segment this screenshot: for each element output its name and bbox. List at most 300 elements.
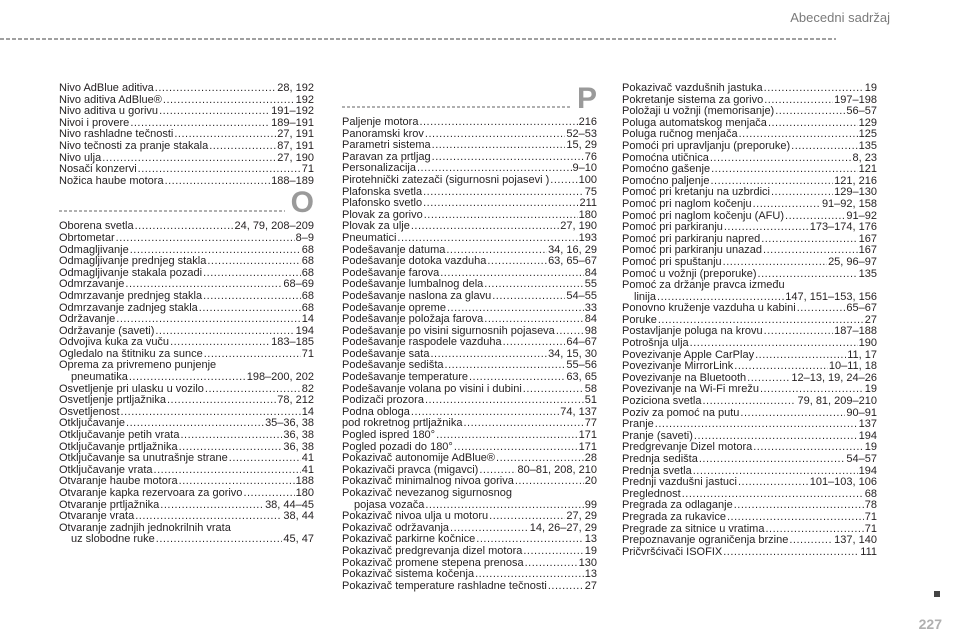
- index-entry-label: Poziciona svetla: [622, 395, 702, 408]
- index-entry-label: Pregrade za sitnice u vratima: [622, 522, 765, 535]
- index-entry-label: Pomoć u vožnji (preporuke): [622, 267, 757, 280]
- index-entry-pages: 14: [301, 405, 314, 418]
- index-entry-label: Paljenje motora: [342, 116, 419, 128]
- leader-dots: [764, 95, 833, 107]
- index-entry-label: Pomoć pri parkiranju napred: [622, 232, 761, 245]
- index-entry-pages: 194: [858, 464, 877, 477]
- index-entry: [342, 546, 597, 558]
- index-entry-label: Pomoć pri spuštanju: [622, 255, 722, 268]
- leader-dots: [129, 372, 246, 384]
- index-entry-pages: 137, 140: [834, 534, 877, 547]
- index-entry-label: Prednji vazdušni jastuci: [622, 476, 737, 489]
- index-entry-label: Plovak za gorivo: [342, 208, 423, 221]
- leader-dots: [430, 349, 547, 361]
- leader-dots: [419, 117, 577, 129]
- leader-dots: [723, 257, 827, 269]
- index-entry-pages: 68: [864, 487, 877, 500]
- index-entry-pages: 15, 29: [566, 139, 597, 152]
- index-entry: [622, 408, 877, 420]
- leader-dots: [138, 164, 301, 176]
- index-entry-pages: 28, 192: [277, 82, 314, 94]
- index-entry: [59, 176, 314, 188]
- index-entry-pages: 71: [864, 522, 877, 535]
- index-entry-pages: 20: [584, 475, 597, 488]
- index-entry: [59, 430, 314, 442]
- leader-dots: [432, 152, 584, 164]
- index-entry-pages: 125: [858, 128, 877, 141]
- index-entry-label: Pirotehnički zatezači (sigurnosni pojasevi ): [342, 173, 550, 186]
- leader-dots: [167, 395, 276, 407]
- index-entry-label: Prepoznavanje ograničenja brzine: [622, 534, 789, 547]
- index-entry-label: Otključavanje sa unutrašnje strane: [59, 452, 228, 465]
- index-entry-label: Otvaranje zadnjih jednokrilnih vrata: [59, 521, 231, 534]
- index-entry: [622, 338, 877, 350]
- index-entry-pages: 187–188: [834, 325, 877, 338]
- index-entry-pages: 35–36, 38: [265, 417, 314, 430]
- index-entry: [622, 257, 877, 269]
- index-entry-label: Podizači prozora: [342, 394, 424, 407]
- index-entry-pages: 38, 44: [283, 510, 314, 523]
- leader-dots: [523, 546, 583, 558]
- index-entry-label: Obrtometar: [59, 231, 115, 244]
- index-entry-pages: 79, 81, 209–210: [797, 395, 877, 408]
- index-entry-pages: 19: [584, 544, 597, 557]
- index-entry-pages: 211: [579, 197, 597, 210]
- index-entry-pages: 194: [295, 324, 314, 337]
- index-column-1: [59, 83, 314, 546]
- index-entry-pages: 191–192: [271, 105, 314, 118]
- index-entry-label: Pomoć pri parkiranju: [622, 221, 723, 234]
- leader-dots: [203, 291, 301, 303]
- index-column-3: [622, 83, 877, 558]
- index-entry: [342, 256, 597, 268]
- leader-dots: [116, 314, 300, 326]
- index-entry: [622, 83, 877, 95]
- index-entry-pages: 76: [584, 150, 597, 163]
- index-entry-pages: 80–81, 208, 210: [517, 463, 597, 476]
- index-entry-pages: 68: [301, 243, 314, 256]
- leader-dots: [523, 384, 584, 396]
- index-entry-label: Odmrzavanje: [59, 278, 125, 291]
- leader-dots: [775, 106, 845, 118]
- index-entry-pages: 71: [864, 510, 877, 523]
- index-entry-pages: 27: [864, 313, 877, 326]
- index-entry-label: Preglednost: [622, 487, 681, 500]
- leader-dots: [699, 454, 846, 466]
- letter-rule: [59, 210, 285, 212]
- index-entry-pages: 27: [584, 579, 597, 592]
- index-entry-pages: 192: [295, 93, 314, 106]
- index-entry-label: Otključavanje petih vrata: [59, 429, 180, 442]
- index-entry-label: Personalizacija: [342, 162, 416, 175]
- index-entry-label: Odmrzavanje zadnjeg stakla: [59, 301, 198, 314]
- index-entry: [59, 291, 314, 303]
- index-entry-label: Otvaranje prtljažnika: [59, 498, 160, 511]
- index-entry-label: Plafonska svetla: [342, 185, 423, 198]
- index-entry: [59, 83, 314, 95]
- index-entry-label-cont: pojasa vozača: [354, 498, 425, 511]
- index-entry-label: Osvetljenost: [59, 405, 120, 418]
- index-entry-label: Pokazivač vazdušnih jastuka: [622, 82, 763, 94]
- index-entry: [342, 233, 597, 245]
- leader-dots: [475, 569, 584, 581]
- index-entry-label: Pokazivač temperature rashladne tečnosti: [342, 579, 547, 592]
- index-entry-label: Održavanje: [59, 313, 116, 326]
- index-entry-pages: 183–185: [271, 336, 314, 349]
- index-entry: [622, 303, 877, 315]
- index-entry: [622, 454, 877, 466]
- index-entry-label: Pranje: [622, 418, 654, 431]
- leader-dots: [425, 129, 565, 141]
- index-entry-label: Poluga automatskog menjača: [622, 116, 767, 129]
- leader-dots: [423, 187, 584, 199]
- index-entry: [342, 198, 597, 210]
- index-entry-label: Povezivanje Apple CarPlay: [622, 348, 755, 361]
- leader-dots: [160, 500, 264, 512]
- leader-dots: [492, 291, 565, 303]
- index-entry-pages: 84: [584, 313, 597, 326]
- leader-dots: [229, 453, 301, 465]
- index-entry-label: Prednja sedišta: [622, 453, 698, 465]
- index-entry-label: Nivo rashladne tečnosti: [59, 128, 174, 141]
- index-entry-pages: 91–92, 158: [821, 197, 877, 210]
- index-entry-pages: 189–191: [271, 116, 314, 129]
- leader-dots: [165, 176, 271, 188]
- index-entry-label: Podešavanje dotoka vazduha: [342, 255, 487, 268]
- index-entry-label: Pokazivač parkirne kočnice: [342, 533, 476, 546]
- leader-dots: [155, 83, 277, 95]
- index-entry: [59, 523, 314, 546]
- index-entry-pages: 68: [301, 255, 314, 268]
- index-entry: [622, 141, 877, 153]
- index-entry-label: Osvetljenje prtljažnika: [59, 394, 166, 407]
- index-entry-pages: 173–174, 176: [809, 221, 877, 234]
- index-entry: [59, 488, 314, 500]
- index-entry-label: Oborena svetla: [59, 220, 134, 233]
- index-entry: [59, 164, 314, 176]
- index-entry: [622, 199, 877, 211]
- index-entry-pages: 36, 38: [283, 429, 314, 442]
- index-entry-label: Podešavanje lumbalnog dela: [342, 278, 484, 291]
- index-entry-pages: 65–67: [846, 302, 877, 315]
- leader-dots: [734, 500, 864, 512]
- index-entry-pages: 36, 38: [283, 440, 314, 453]
- index-entry-pages: 63, 65: [566, 371, 597, 384]
- leader-dots: [199, 303, 301, 315]
- index-entry-label: Predgrevanje Dizel motora: [622, 441, 753, 454]
- index-entry-label: Pregrada za rukavice: [622, 510, 726, 523]
- index-entry-pages: 137: [858, 418, 877, 431]
- index-entry-pages: 9–10: [572, 162, 597, 175]
- index-entry-label: Pogled ispred 180°: [342, 429, 436, 442]
- index-entry-pages: 84: [584, 266, 597, 279]
- index-entry-pages: 180: [578, 208, 597, 221]
- index-entry: [622, 164, 877, 176]
- index-entry-pages: 27, 191: [277, 128, 314, 141]
- leader-dots: [761, 234, 857, 246]
- index-entry-label: Ponovno kruženje vazduha u kabini: [622, 302, 796, 315]
- index-entry-pages: 188: [295, 475, 314, 488]
- index-entry-pages: 129: [858, 116, 877, 129]
- index-entry-pages: 33: [584, 301, 597, 314]
- index-entry-pages: 147, 151–153, 156: [785, 290, 877, 303]
- index-entry-pages: 27, 190: [277, 151, 314, 164]
- index-entry-pages: 167: [858, 232, 877, 245]
- index-entry-label-cont: uz slobodne ruke: [71, 533, 155, 546]
- index-entry-pages: 14: [301, 313, 314, 326]
- index-entry-label: pod rokretnog prtljažnika: [342, 417, 463, 430]
- leader-dots: [690, 338, 858, 350]
- index-entry-pages: 194: [858, 429, 877, 442]
- leader-dots: [711, 164, 858, 176]
- index-entry: [622, 535, 877, 547]
- index-entry-label: Podešavanje volana po visini i dubini: [342, 382, 522, 395]
- index-entry-continuation: [59, 372, 314, 384]
- index-entry-label: Pranje (saveti): [622, 429, 693, 442]
- leader-dots: [207, 256, 300, 268]
- leader-dots: [397, 233, 577, 245]
- index-entry-label: Nivo aditiva AdBlue®: [59, 93, 162, 106]
- page-header-title: Abecedni sadržaj: [790, 10, 890, 25]
- index-entry: [59, 141, 314, 153]
- index-entry-label: Pokazivač autonomije AdBlue®: [342, 452, 496, 465]
- index-entry: [342, 430, 597, 442]
- index-entry-label: Podešavanje položaja farova: [342, 313, 484, 326]
- index-entry-pages: 111: [860, 545, 877, 558]
- index-entry-label: Otvaranje vrata: [59, 510, 135, 523]
- index-entry-pages: 13: [584, 568, 597, 581]
- index-entry-label: Pomoć pri naglom kočenju: [622, 197, 752, 210]
- index-entry-pages: 25, 96–97: [828, 255, 877, 268]
- index-entry: [622, 396, 877, 408]
- leader-dots: [710, 153, 852, 165]
- index-entry-pages: 90–91: [846, 406, 877, 419]
- leader-dots: [180, 430, 282, 442]
- index-entry-pages: 188–189: [271, 174, 314, 187]
- index-entry-pages: 135: [858, 139, 877, 152]
- leader-dots: [463, 418, 583, 430]
- index-entry-pages: 100: [578, 173, 597, 186]
- leader-dots: [243, 488, 294, 500]
- index-entry-label: Nivoi i provere: [59, 116, 130, 129]
- index-entry-pages: 34, 16, 29: [548, 243, 597, 256]
- page-number: 227: [918, 616, 942, 632]
- index-entry-pages: 8, 23: [852, 151, 877, 164]
- index-entry-pages: 198–200, 202: [246, 371, 314, 384]
- index-entry-label: Pomoć pri parkiranju unazad: [622, 244, 763, 257]
- index-entry-pages: 78, 212: [277, 394, 314, 407]
- index-entry-label: Nosači konzervi: [59, 163, 137, 176]
- index-entry-label: Nivo tečnosti za pranje stakala: [59, 139, 209, 152]
- leader-dots: [724, 222, 809, 234]
- index-entry-pages: 68: [301, 289, 314, 302]
- leader-dots: [525, 558, 578, 570]
- leader-dots: [204, 349, 301, 361]
- leader-dots: [159, 106, 270, 118]
- index-entry-pages: 52–53: [566, 127, 597, 140]
- index-entry-pages: 28: [584, 452, 597, 465]
- index-entry-label: Pneumatici: [342, 231, 397, 244]
- leader-dots: [740, 408, 845, 420]
- index-entry-label: Odmagljivanje stakala pozadi: [59, 266, 203, 279]
- letter-rule: [342, 106, 571, 108]
- letter-heading-letter: P: [576, 82, 597, 115]
- index-entry-pages: 121: [858, 163, 877, 176]
- index-entry-label: Poziv za pomoć na putu: [622, 406, 740, 419]
- index-entry-pages: 55: [584, 278, 597, 291]
- index-entry-label: Otključavanje: [59, 417, 126, 430]
- index-entry-pages: 13: [584, 533, 597, 546]
- index-entry: [59, 256, 314, 268]
- leader-dots: [411, 221, 559, 233]
- index-entry-label: Odmagljivanje: [59, 243, 129, 256]
- index-entry-label: Paravan za prtljag: [342, 150, 431, 163]
- index-entry-pages: 77: [584, 417, 597, 430]
- index-entry-pages: 51: [584, 394, 597, 407]
- index-entry-label: Podešavanje po visini sigurnosnih pojaseva: [342, 324, 555, 337]
- index-entry-pages: 121, 216: [834, 174, 877, 187]
- index-entry-label: Pokazivač predgrevanja dizel motora: [342, 544, 523, 557]
- index-entry: [59, 314, 314, 326]
- leader-dots: [753, 199, 821, 211]
- leader-dots: [550, 175, 577, 187]
- index-entry-label: Pomoći pri upravljanju (preporuke): [622, 139, 791, 152]
- index-entry-pages: 78: [864, 499, 877, 512]
- leader-dots: [791, 141, 858, 153]
- index-entry-pages: 190: [858, 337, 877, 350]
- index-entry: [342, 581, 597, 593]
- index-entry-pages: 98: [584, 324, 597, 337]
- index-entry-pages: 130: [578, 556, 597, 569]
- index-entry-label: Pokazivač nivoa ulja u motoru: [342, 510, 489, 523]
- index-entry-label: Otvaranje kapka rezervoara za gorivo: [59, 487, 243, 499]
- index-entry-pages: 27, 29: [566, 510, 597, 523]
- index-entry-pages: 68–69: [283, 278, 314, 291]
- index-entry-pages: 58: [584, 382, 597, 395]
- index-entry-label: Nivo aditiva u gorivu: [59, 105, 159, 118]
- index-entry: [342, 488, 597, 511]
- index-entry-label: Otključavanje prtljažnika: [59, 440, 178, 453]
- index-entry-pages: 193: [578, 231, 597, 244]
- index-entry: [59, 233, 314, 245]
- leader-dots: [768, 118, 858, 130]
- index-entry: [342, 314, 597, 326]
- index-entry: [622, 280, 877, 303]
- index-entry-pages: 180: [295, 487, 314, 499]
- index-entry-label: Odmagljivanje prednjeg stakla: [59, 255, 207, 268]
- index-entry: [622, 512, 877, 524]
- index-entry-label: Pokretanje sistema za gorivo: [622, 93, 764, 106]
- index-entry-pages: 41: [301, 463, 314, 476]
- index-entry-label: Podešavanje raspodele vazduha: [342, 336, 502, 349]
- index-entry-label: Poluga ručnog menjača: [622, 128, 738, 141]
- index-entry-pages: 63, 65–67: [548, 255, 597, 268]
- index-entry-pages: 41: [301, 452, 314, 465]
- index-entry-label: Podešavanje sata: [342, 347, 430, 360]
- index-entry-label: Pokazivač održavanja: [342, 521, 450, 534]
- index-entry-label: Nivo ulja: [59, 151, 102, 164]
- index-entry-pages: 19: [864, 441, 877, 454]
- index-entry-label: Parametri sistema: [342, 139, 431, 152]
- index-entry-label: Potrošnja ulja: [622, 337, 689, 350]
- index-entry-pages: 10–11, 18: [828, 360, 877, 373]
- index-entry-label: Plovak za ulje: [342, 220, 410, 233]
- index-entry: [342, 569, 597, 581]
- index-entry-label: Panoramski krov: [342, 127, 424, 140]
- index-entry: [342, 175, 597, 187]
- leader-dots: [738, 477, 809, 489]
- leader-dots: [764, 326, 834, 338]
- index-entry-continuation: [59, 534, 314, 546]
- index-entry-label: Povezivanje MirrorLink: [622, 360, 734, 373]
- index-entry-label: Podešavanje datuma: [342, 243, 446, 256]
- index-entry: [59, 360, 314, 383]
- index-entry-pages: 129–130: [834, 186, 877, 199]
- index-entry-label: Postavljanje poluga na krovu: [622, 325, 763, 338]
- index-entry-label: Pokazivač sistema kočenja: [342, 568, 475, 581]
- index-entry-pages: 171: [578, 429, 597, 442]
- index-entry-label: Otključavanje vrata: [59, 463, 153, 476]
- leader-dots: [424, 210, 578, 222]
- leader-dots: [209, 141, 276, 153]
- index-entry-label: Pokazivač nevezanog sigurnosnog: [342, 487, 513, 499]
- index-entry-pages: 19: [864, 82, 877, 94]
- index-entry-label: Oprema za privremeno punjenje: [59, 359, 217, 372]
- index-entry-pages: 68: [301, 301, 314, 314]
- index-entry-label: Održavanje (saveti): [59, 324, 155, 337]
- leader-dots: [764, 83, 864, 95]
- index-entry-pages: 64–67: [566, 336, 597, 349]
- index-entry-label: Povezivanje na Bluetooth: [622, 371, 747, 384]
- index-entry-label: Podešavanje opreme: [342, 301, 446, 314]
- leader-dots: [727, 512, 864, 524]
- leader-dots: [797, 303, 846, 315]
- index-entry-label: Pričvršćivači ISOFIX: [622, 545, 723, 558]
- index-entry-pages: 87, 191: [277, 139, 314, 152]
- leader-dots: [548, 581, 584, 593]
- index-entry: [342, 117, 597, 129]
- leader-dots: [469, 372, 565, 384]
- index-entry-label: Plafonsko svetlo: [342, 197, 423, 210]
- index-entry-label: Pomoć pri naglom kočenju (AFU): [622, 209, 785, 222]
- letter-heading: [342, 82, 597, 115]
- index-entry: [342, 291, 597, 303]
- index-entry-pages: 27, 190: [560, 220, 597, 233]
- index-column-2: [342, 83, 597, 592]
- leader-dots: [487, 256, 547, 268]
- leader-dots: [723, 547, 859, 559]
- leader-dots: [116, 233, 295, 245]
- index-entry-pages: 56–57: [846, 105, 877, 118]
- index-entry-label: Podna obloga: [342, 405, 410, 418]
- leader-dots: [515, 476, 584, 488]
- index-entry-pages: 82: [301, 382, 314, 395]
- index-entry-pages: 54–55: [566, 289, 597, 302]
- index-entry-pages: 101–103, 106: [809, 476, 877, 489]
- index-entry-pages: 71: [301, 347, 314, 360]
- leader-dots: [484, 314, 583, 326]
- index-entry-pages: 8–9: [295, 231, 314, 244]
- index-entry-pages: 135: [858, 267, 877, 280]
- header-rule: [0, 38, 836, 40]
- index-entry-pages: 99: [584, 498, 597, 511]
- index-entry-label: Odvojiva kuka za vuču: [59, 336, 170, 349]
- page-marker-square: [934, 591, 940, 597]
- index-entry-pages: 34, 15, 30: [548, 347, 597, 360]
- index-entry-label: Položaji u vožnji (memorisanje): [622, 105, 775, 118]
- index-entry-label-cont: pneumatika: [71, 371, 128, 384]
- index-entry: [342, 372, 597, 384]
